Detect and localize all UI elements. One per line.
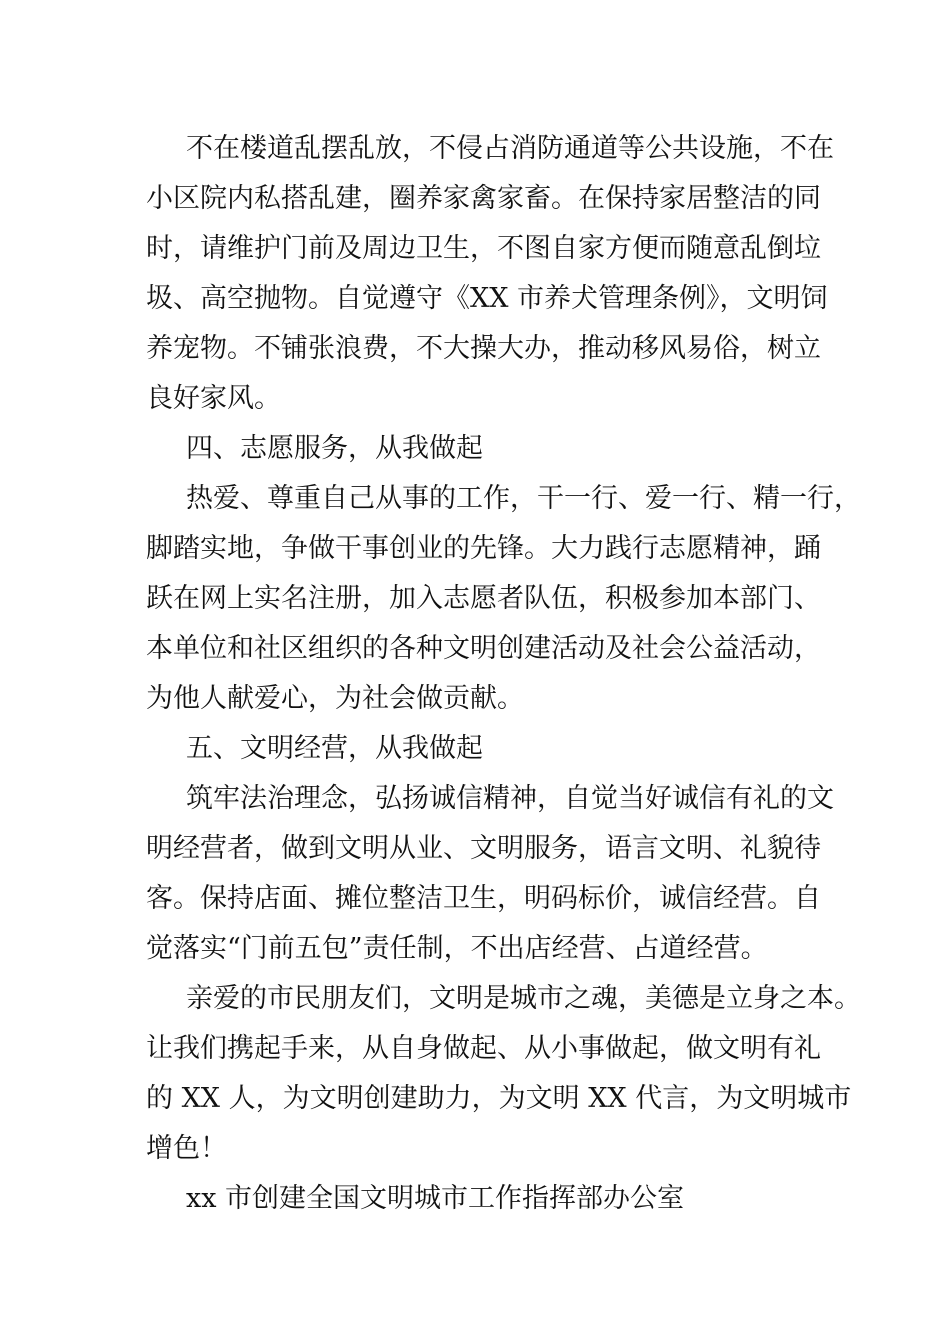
- paragraph-line: 的 XX 人，为文明创建助力，为文明 XX 代言，为文明城市: [146, 1083, 852, 1114]
- paragraph-line: 明经营者，做到文明从业、文明服务，语言文明、礼貌待: [146, 833, 821, 864]
- paragraph-line: 小区院内私搭乱建，圈养家禽家畜。在保持家居整洁的同: [146, 183, 821, 214]
- document-body: [146, 124, 861, 1224]
- paragraph-line: 脚踏实地，争做干事创业的先锋。大力践行志愿精神，踊: [146, 533, 821, 564]
- signature-line: xx 市创建全国文明城市工作指挥部办公室: [186, 1183, 685, 1214]
- paragraph-line: 筑牢法治理念，弘扬诚信精神，自觉当好诚信有礼的文: [186, 783, 834, 814]
- paragraph-line: 跃在网上实名注册，加入志愿者队伍，积极参加本部门、: [146, 583, 821, 614]
- paragraph-line: 圾、高空抛物。自觉遵守《XX 市养犬管理条例》，文明饲: [146, 283, 828, 314]
- paragraph-line: 让我们携起手来，从自身做起、从小事做起，做文明有礼: [146, 1033, 821, 1064]
- paragraph-line: 亲爱的市民朋友们，文明是城市之魂，美德是立身之本。: [186, 983, 861, 1014]
- paragraph-line: 客。保持店面、摊位整洁卫生，明码标价，诚信经营。自: [146, 883, 821, 914]
- section-heading: 四、志愿服务，从我做起: [186, 433, 483, 464]
- paragraph-line: 时，请维护门前及周边卫生，不图自家方便而随意乱倒垃: [146, 233, 821, 264]
- paragraph-line: 增色！: [146, 1133, 227, 1164]
- section-heading: 五、文明经营，从我做起: [186, 733, 483, 764]
- paragraph-line: 本单位和社区组织的各种文明创建活动及社会公益活动，: [146, 633, 821, 664]
- paragraph-line: 良好家风。: [146, 383, 281, 414]
- paragraph-line: 为他人献爱心，为社会做贡献。: [146, 683, 524, 714]
- paragraph-line: 觉落实“门前五包”责任制，不出店经营、占道经营。: [146, 933, 768, 964]
- paragraph-line: 不在楼道乱摆乱放，不侵占消防通道等公共设施，不在: [186, 133, 834, 164]
- paragraph-line: 养宠物。不铺张浪费，不大操大办，推动移风易俗，树立: [146, 333, 821, 364]
- paragraph-line: 热爱、尊重自己从事的工作，干一行、爱一行、精一行，: [186, 483, 861, 514]
